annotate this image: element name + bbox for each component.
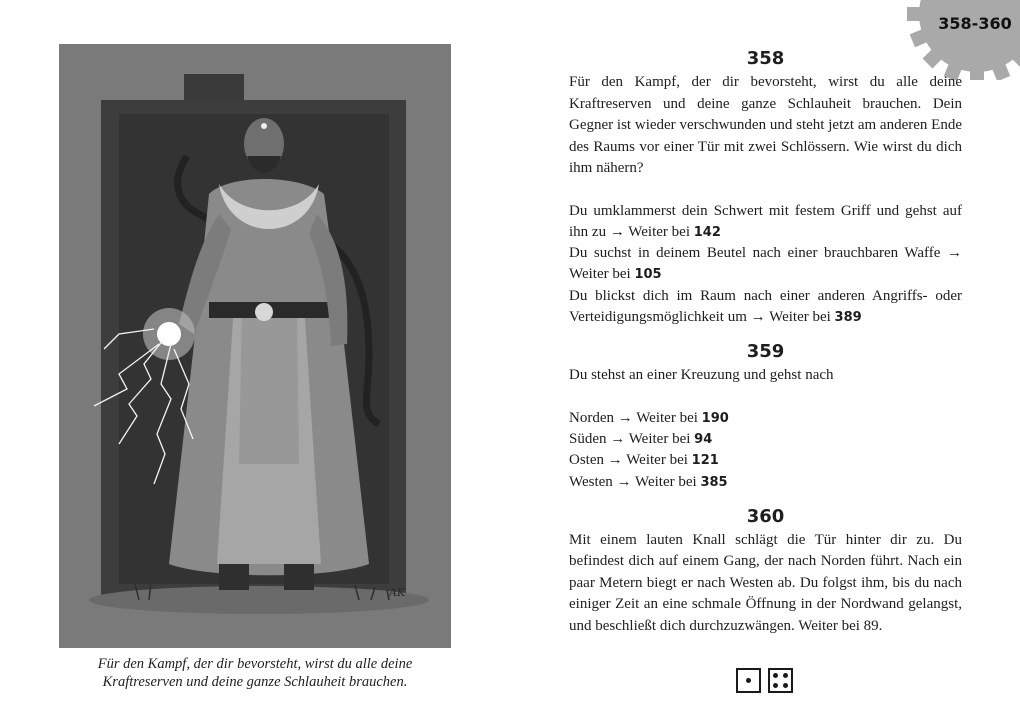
dice-pip — [783, 673, 788, 678]
choice-text: Westen → Weiter bei — [569, 473, 697, 490]
choice-target: 389 — [834, 309, 862, 325]
section-number-358: 358 — [746, 48, 785, 69]
dice-pip — [773, 673, 778, 678]
section-360-text: Mit einem lauten Knall schlägt die Tür hinter dir zu. Du befindest dich auf einem Gang, der nach Norden führt. Nach ein paar Metern biegt er nach Westen ab. Du folgst ihm, bis du nach einiger Zeit an eine schmale Öffnung in der Nordwand gelangst, und beschließt dich durchzuzwängen. Weiter bei 89. — [569, 531, 962, 634]
choice-text: Du blickst dich im Raum nach einer anderen Angriffs- oder Verteidigungsmöglichkeit um → Weiter bei — [569, 287, 962, 325]
dice-pip — [746, 678, 751, 683]
choice-target: 385 — [700, 474, 728, 490]
choice-359-1[interactable] — [569, 408, 962, 429]
choice-target: 105 — [634, 267, 662, 283]
dice-one-icon — [736, 668, 761, 693]
caption-line-1: Für den Kampf, der dir bevorsteht, wirst du alle deine — [97, 656, 413, 672]
choice-target: 121 — [691, 453, 719, 469]
choice-text: Du suchst in deinem Beutel nach einer brauchbaren Waffe → Weiter bei — [569, 245, 962, 283]
dice-pip — [773, 683, 778, 688]
choice-359-4[interactable] — [569, 472, 962, 493]
choice-358-3[interactable] — [569, 286, 962, 329]
section-number-359: 359 — [746, 341, 785, 363]
choice-text: Norden → Weiter bei — [569, 409, 698, 426]
dice-four-icon — [768, 668, 793, 693]
page-range-label: 358-360 — [938, 14, 1012, 33]
choice-text: Du umklammerst dein Schwert mit festem Griff und gehst auf ihn zu → Weiter bei — [569, 202, 962, 240]
illustration-caption — [59, 655, 451, 691]
artist-signature: AK — [389, 586, 406, 599]
choice-358-2[interactable] — [569, 243, 962, 286]
choice-359-3[interactable] — [569, 450, 962, 471]
illustration-panel — [59, 44, 451, 648]
section-358-text: Für den Kampf, der dir bevorsteht, wirst du alle deine Kraftreserven und deine ganze Schlauheit brauchen. Dein Gegner ist wieder verschwunden und steht jetzt am anderen Ende des Raums vor einer Tür mit zwei Schlössern. Wie wirst du dich ihm nähern? — [569, 74, 962, 176]
wizard-illustration — [59, 44, 451, 648]
choice-target: 190 — [701, 410, 729, 426]
choice-target: 94 — [694, 432, 713, 448]
text-column — [569, 46, 962, 637]
section-359-text: Du stehst an einer Kreuzung und gehst nach — [569, 367, 834, 384]
section-number-360: 360 — [746, 505, 785, 527]
caption-line-2: Kraftreserven und deine ganze Schlauheit brauchen. — [102, 674, 408, 690]
choice-359-2[interactable] — [569, 429, 962, 450]
dice-pip — [783, 683, 788, 688]
choice-text: Süden → Weiter bei — [569, 431, 691, 448]
choice-target: 142 — [693, 224, 721, 240]
choice-358-1[interactable] — [569, 201, 962, 244]
choice-text: Osten → Weiter bei — [569, 452, 688, 469]
